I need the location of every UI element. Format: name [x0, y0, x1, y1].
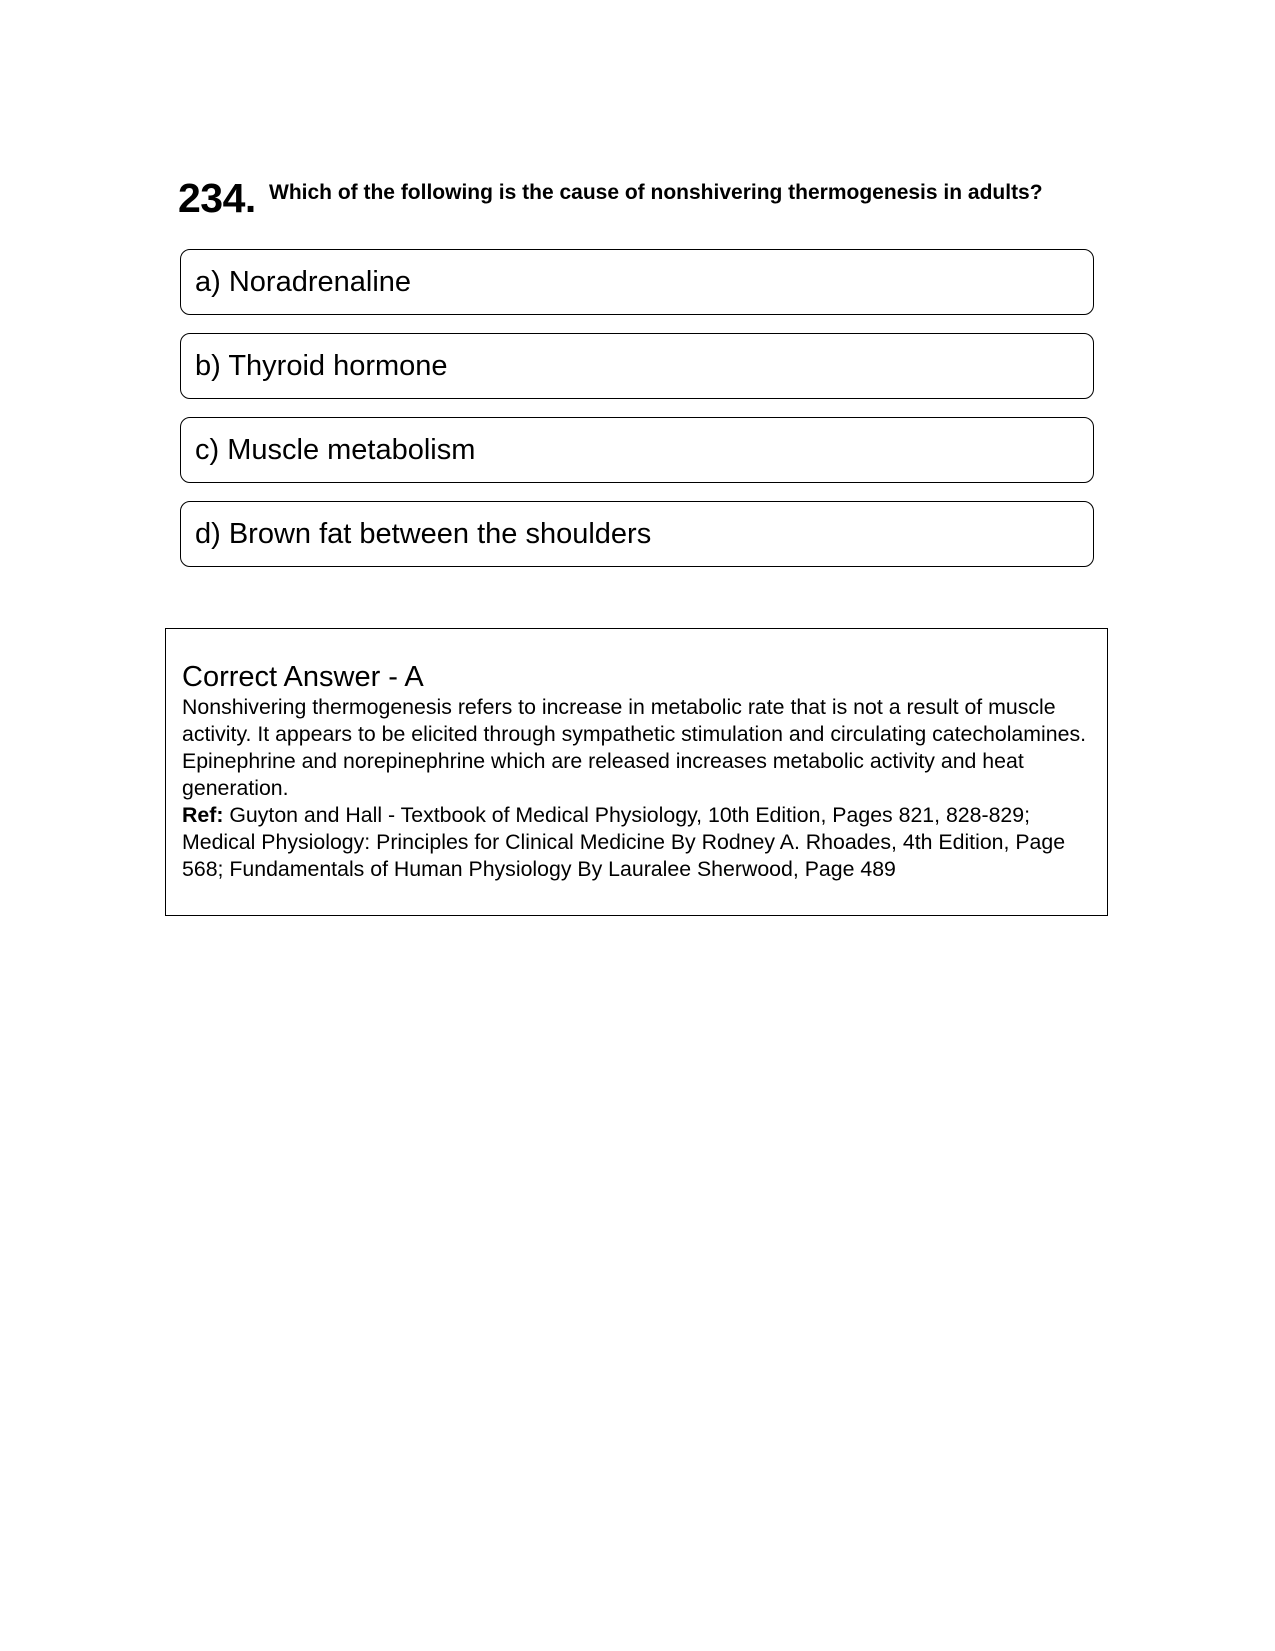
answer-box [165, 628, 1108, 916]
option-a[interactable] [180, 249, 1094, 315]
question-text: Which of the following is the cause of nonshivering thermogenesis in adults? [269, 181, 1043, 204]
option-c-label: c) Muscle metabolism [195, 433, 476, 466]
answer-title: Correct Answer - A [182, 661, 424, 693]
reference-text: Guyton and Hall - Textbook of Medical Physiology, 10th Edition, Pages 821, 828-829; Medical Physiology: Principles for Clinical Medicine By Rodney A. Rhoades, 4th Edition, Page 568; Fundamentals of Human Physiology By Lauralee Sherwood, Page 489 [182, 803, 1066, 881]
question-number: 234. [178, 175, 256, 221]
option-a-label: a) Noradrenaline [195, 265, 412, 298]
option-b[interactable] [180, 333, 1094, 399]
answer-explanation: Nonshivering thermogenesis refers to increase in metabolic rate that is not a result of muscle activity. It appears to be elicited through sympathetic stimulation and circulating catecholamines. Epinephrine and norepinephrine which are released increases metabolic activity and heat generation. [182, 695, 1087, 800]
answer-reference [182, 802, 1092, 883]
option-d[interactable] [180, 501, 1094, 567]
option-c[interactable] [180, 417, 1094, 483]
option-d-label: d) Brown fat between the shoulders [195, 517, 652, 550]
reference-label: Ref: [182, 803, 224, 827]
option-b-label: b) Thyroid hormone [195, 349, 448, 382]
